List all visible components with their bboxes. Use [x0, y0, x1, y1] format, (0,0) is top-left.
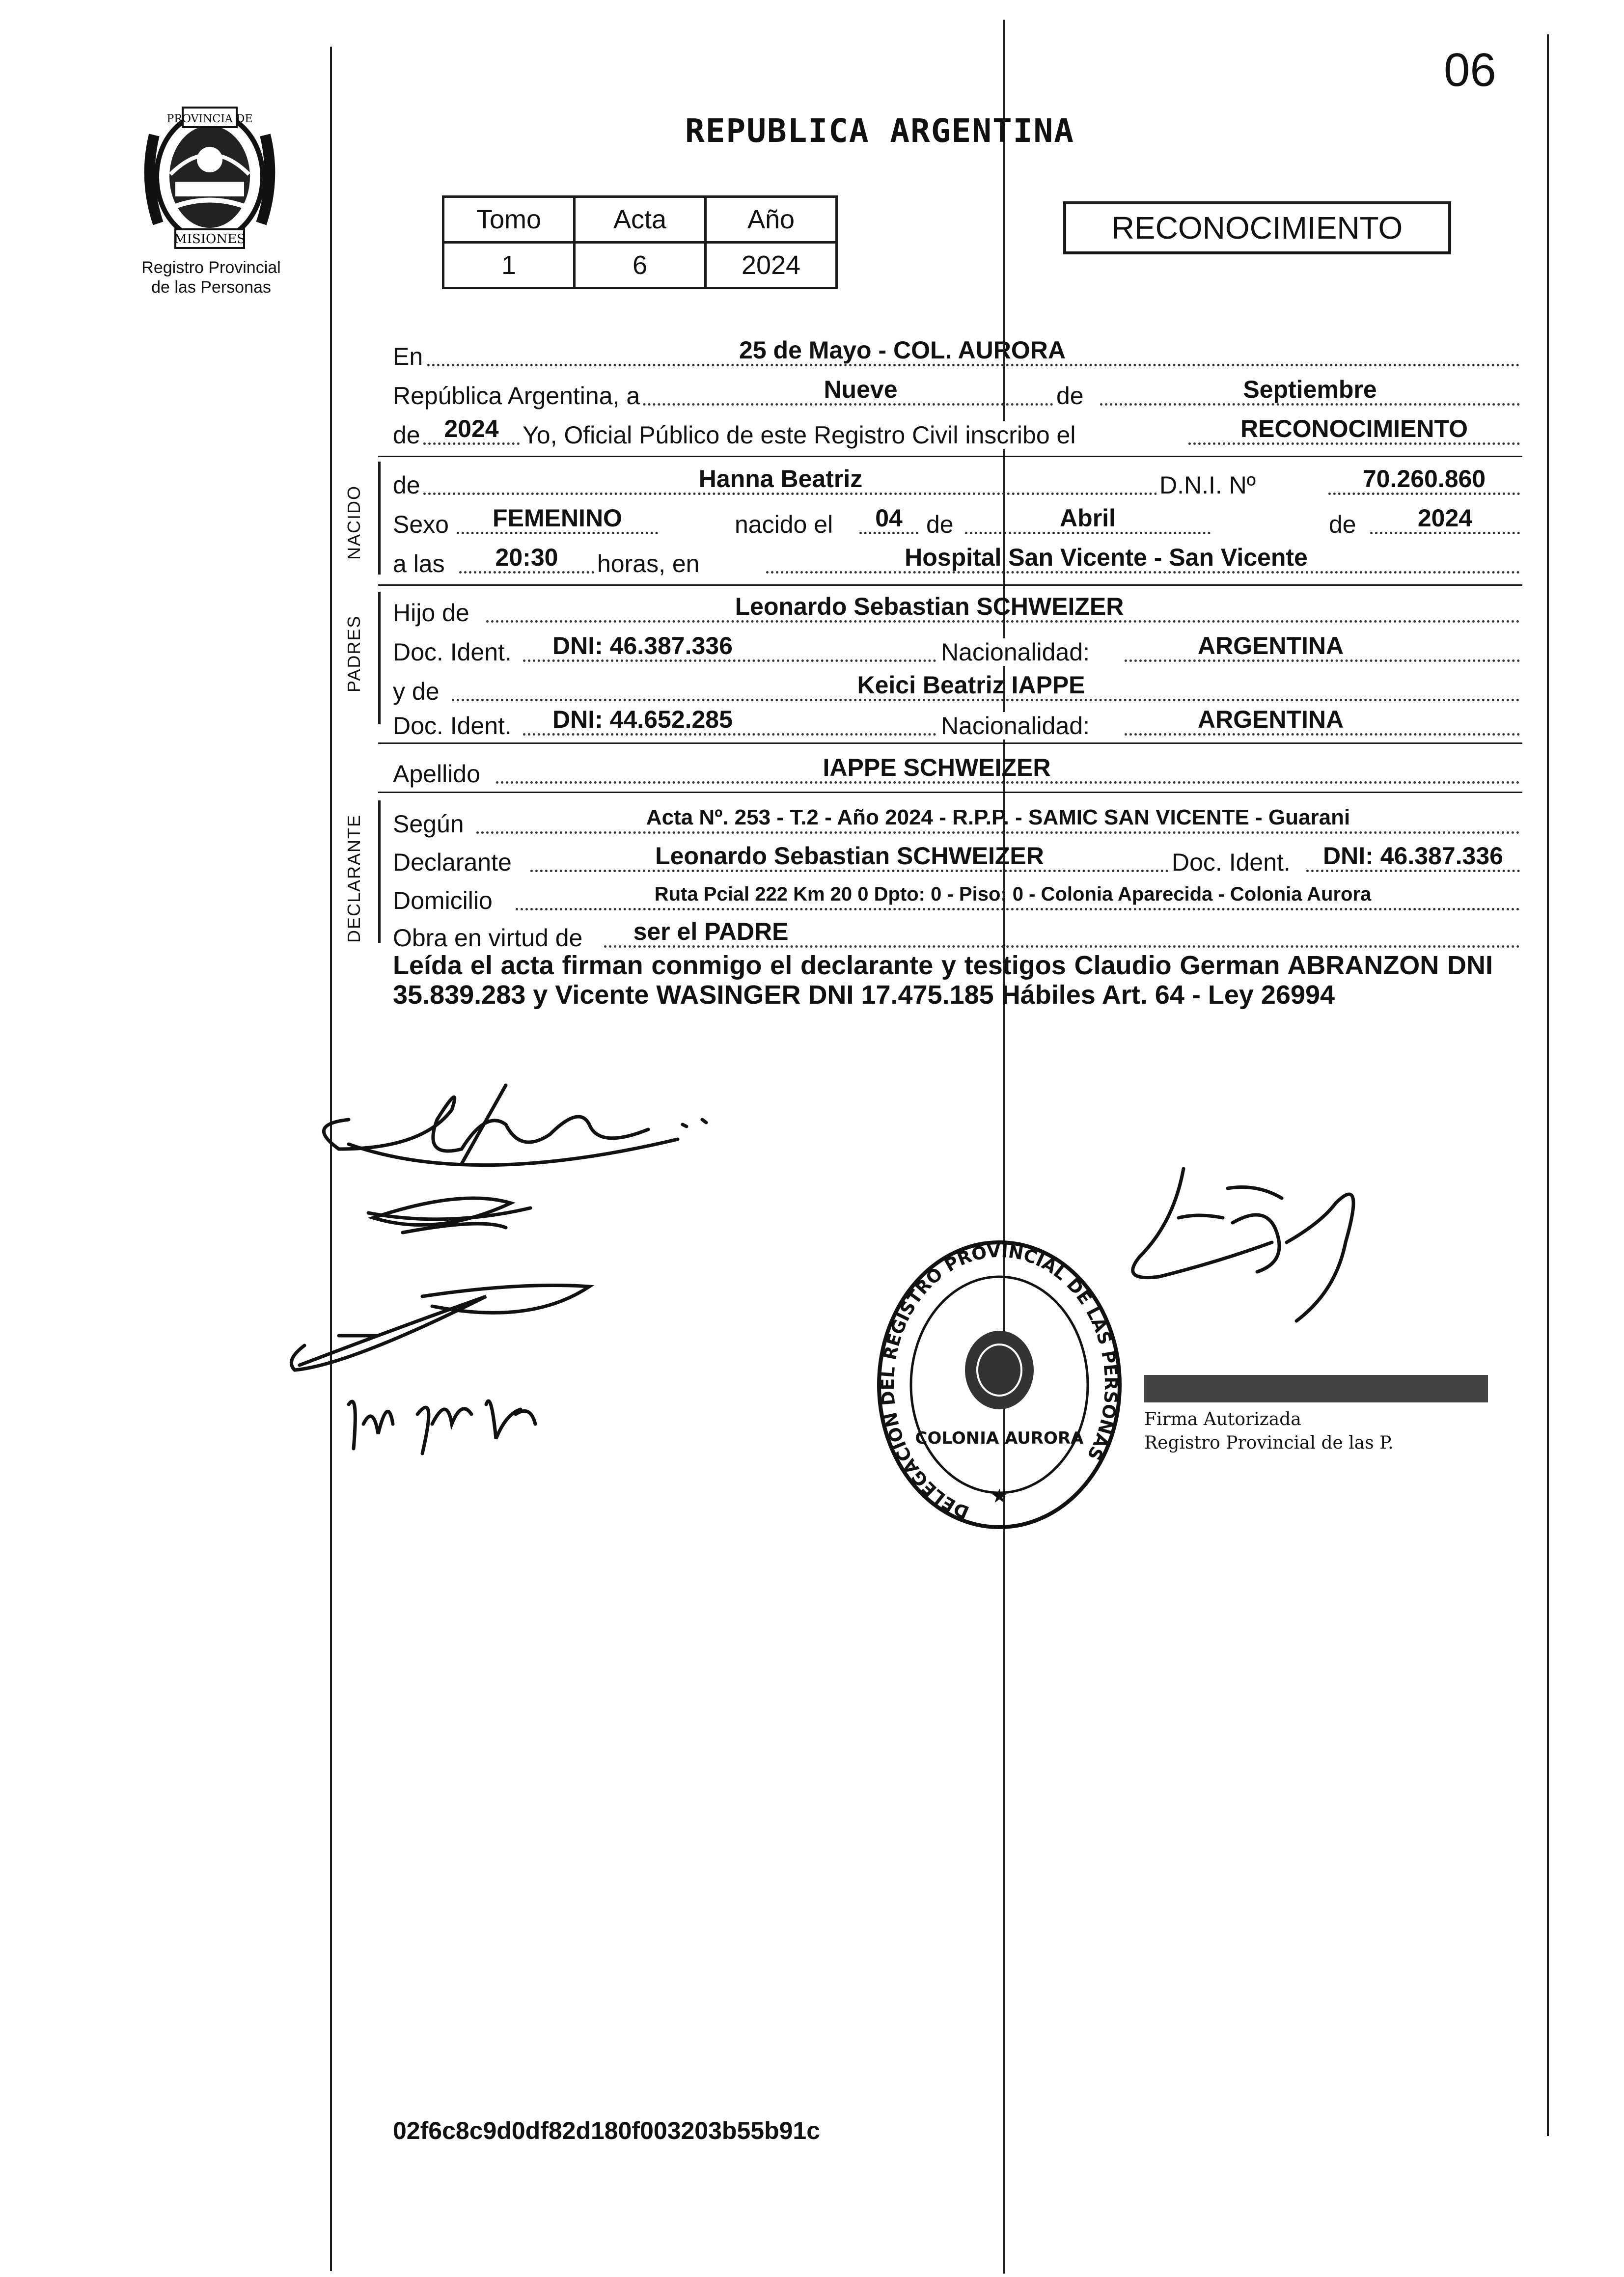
yo-text: Yo, Oficial Público de este Registro Civil inscribo el — [520, 421, 1078, 449]
horas-label: horas, en — [594, 550, 702, 577]
nacido-name-value: Hanna Beatriz — [698, 465, 863, 493]
obra-value: ser el PADRE — [633, 918, 789, 945]
month-value: Septiembre — [1243, 376, 1377, 403]
day-value: Nueve — [824, 376, 898, 403]
row-place — [393, 338, 1520, 370]
birth-month-value: Abril — [1060, 504, 1116, 532]
nacido-el-label: nacido el — [732, 511, 836, 538]
closing-statement: Leída el acta firman conmigo el declarante y testigos Claudio German ABRANZON DNI 35.839.283 y Vicente WASINGER DNI 17.475.185 Hábiles Art. 64 - Ley 26994 — [393, 951, 1493, 1010]
row-nacido-sex — [393, 506, 1520, 538]
father-doc-label: Doc. Ident. — [393, 638, 515, 666]
nacido-de3-label: de — [1326, 511, 1359, 538]
mother-doc-value: DNI: 44.652.285 — [552, 706, 733, 733]
svg-text:PROVINCIA DE: PROVINCIA DE — [166, 113, 253, 125]
row-mother — [393, 673, 1520, 705]
row-date — [393, 377, 1520, 410]
separator-3 — [378, 742, 1522, 744]
sheet-number: 06 — [1444, 44, 1496, 96]
nacido-dni-value: 70.260.860 — [1362, 465, 1486, 493]
stamp-star-icon: ★ — [991, 1485, 1008, 1507]
declarante-doc-value: DNI: 46.387.336 — [1323, 842, 1503, 870]
year-value: 2024 — [444, 415, 499, 442]
hijo-de-label: Hijo de — [393, 599, 472, 627]
sexo-label: Sexo — [393, 511, 452, 538]
y-de-label: y de — [393, 678, 442, 705]
father-name-value: Leonardo Sebastian SCHWEIZER — [735, 593, 1124, 620]
official-signature — [1110, 1144, 1454, 1350]
country-title: REPUBLICA ARGENTINA — [685, 112, 1074, 150]
mother-doc-label: Doc. Ident. — [393, 712, 515, 740]
document-hash: 02f6c8c9d0df82d180f003203b55b91c — [393, 2117, 821, 2144]
nacido-de-label: de — [393, 471, 423, 499]
svg-text:MISIONES: MISIONES — [174, 232, 246, 247]
nacido-side-label: NACIDO — [344, 485, 364, 560]
apellido-label: Apellido — [393, 760, 483, 788]
svg-text:COLONIA AURORA: COLONIA AURORA — [915, 1428, 1084, 1448]
separator-4 — [378, 792, 1522, 793]
time-value: 20:30 — [495, 544, 558, 571]
declarante-side-label: DECLARANTE — [344, 814, 364, 943]
row-apellido — [393, 755, 1520, 788]
father-nat-value: ARGENTINA — [1197, 632, 1344, 659]
a-las-label: a las — [393, 550, 448, 577]
mother-nat-value: ARGENTINA — [1197, 706, 1344, 733]
birth-place-value: Hospital San Vicente - San Vicente — [905, 544, 1308, 571]
auth-line-2: Registro Provincial de las P. — [1144, 1433, 1394, 1453]
de-label: de — [1053, 382, 1087, 410]
registry-header-acta: Acta — [575, 197, 706, 243]
row-nacido-time — [393, 545, 1520, 577]
apellido-value: IAPPE SCHWEIZER — [823, 754, 1051, 781]
row-declarante — [393, 844, 1520, 876]
document-type-box: RECONOCIMIENTO — [1063, 201, 1451, 254]
auth-line-1: Firma Autorizada — [1144, 1409, 1301, 1429]
row-year — [393, 416, 1520, 449]
row-father — [393, 594, 1520, 627]
act-type-value: RECONOCIMIENTO — [1240, 415, 1468, 442]
declarante-doc-label: Doc. Ident. — [1169, 849, 1294, 876]
declarante-bracket — [378, 800, 381, 943]
registry-header-anio: Año — [706, 197, 837, 243]
domicilio-value: Ruta Pcial 222 Km 20 0 Dpto: 0 - Piso: 0 - Colonia Aparecida - Colonia Aurora — [654, 883, 1372, 905]
place-value: 25 de Mayo - COL. AURORA — [739, 336, 1066, 364]
padres-side-label: PADRES — [344, 615, 364, 692]
domicilio-label: Domicilio — [393, 887, 495, 914]
father-doc-value: DNI: 46.387.336 — [552, 632, 733, 659]
official-name-stamp — [1144, 1375, 1488, 1402]
father-nat-label: Nacionalidad: — [938, 638, 1093, 666]
separator-2 — [378, 584, 1522, 586]
registry-value-tomo: 1 — [443, 243, 575, 288]
registry-table — [442, 195, 838, 289]
declarante-name-value: Leonardo Sebastian SCHWEIZER — [655, 842, 1044, 870]
registry-value-anio: 2024 — [706, 243, 837, 288]
right-margin-line — [1547, 34, 1549, 2136]
mother-nat-label: Nacionalidad: — [938, 712, 1093, 740]
row-segun — [393, 805, 1520, 838]
row-father-doc — [393, 633, 1520, 666]
row-obra — [393, 919, 1520, 952]
row-nacido-name — [393, 466, 1520, 499]
mother-name-value: Keici Beatriz IAPPE — [857, 671, 1085, 699]
sexo-value: FEMENINO — [493, 504, 622, 532]
witness-signatures — [275, 1051, 864, 1542]
declarante-label: Declarante — [393, 849, 515, 876]
birth-day-value: 04 — [875, 504, 903, 532]
obra-label: Obra en virtud de — [393, 924, 585, 952]
birth-year-value: 2024 — [1417, 504, 1473, 532]
registry-header-tomo: Tomo — [443, 197, 575, 243]
registry-value-acta: 6 — [575, 243, 706, 288]
official-stamp — [872, 1237, 1127, 1532]
republic-label: República Argentina, a — [393, 382, 643, 410]
row-mother-doc — [393, 707, 1520, 740]
svg-text:DELEGACION DEL REGISTRO PROVIN: DELEGACION DEL REGISTRO PROVINCIAL DE LAS PERSONAS — [878, 1241, 1121, 1522]
de-year-label: de — [393, 421, 423, 449]
en-label: En — [393, 343, 426, 370]
separator-1 — [378, 456, 1522, 457]
nacido-de2-label: de — [923, 511, 957, 538]
segun-value: Acta Nº. 253 - T.2 - Año 2024 - R.P.P. - SAMIC SAN VICENTE - Guarani — [646, 805, 1350, 829]
dni-label: D.N.I. Nº — [1156, 471, 1259, 499]
padres-bracket — [378, 592, 381, 724]
row-domicilio — [393, 882, 1520, 914]
misiones-logo — [129, 101, 291, 255]
nacido-bracket — [378, 462, 381, 575]
segun-label: Según — [393, 810, 467, 838]
logo-caption: Registro Provincial de las Personas — [141, 258, 281, 297]
